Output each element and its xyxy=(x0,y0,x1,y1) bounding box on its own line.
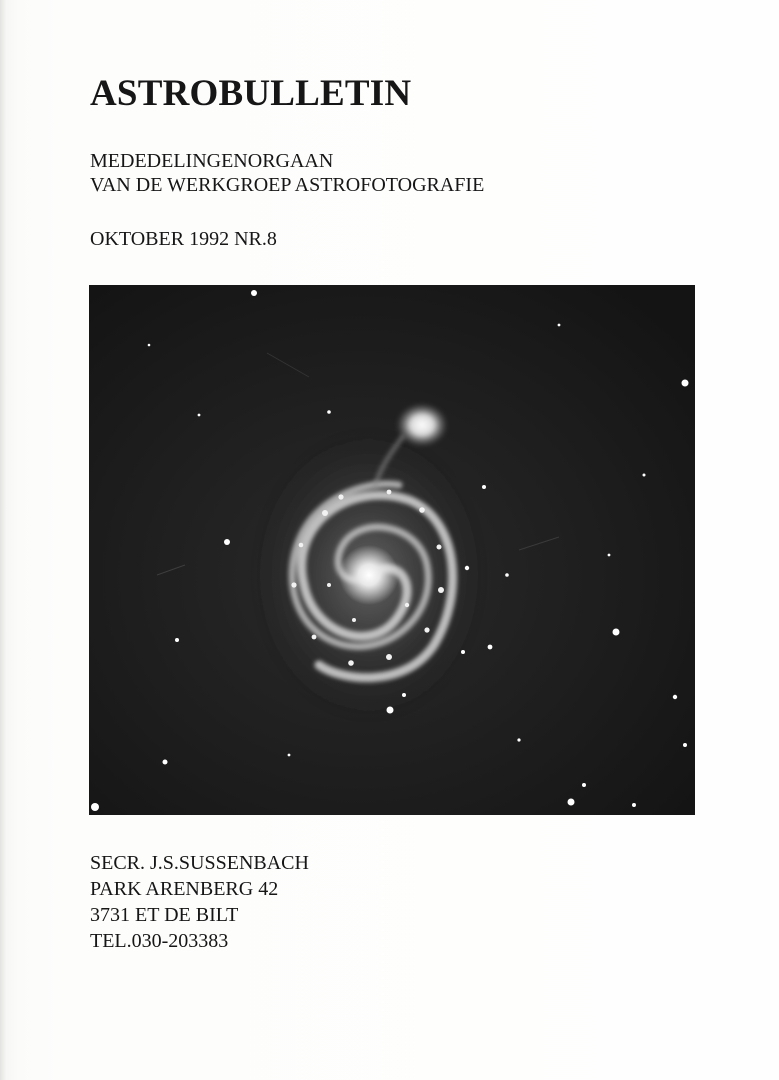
page-title: ASTROBULLETIN xyxy=(90,73,412,114)
address-name: SECR. J.S.SUSSENBACH xyxy=(90,852,309,874)
address-street: PARK ARENBERG 42 xyxy=(90,878,279,900)
galaxy-photo xyxy=(89,285,695,815)
subtitle-line-2: VAN DE WERKGROEP ASTROFOTOGRAFIE xyxy=(90,174,485,196)
issue-date: OKTOBER 1992 NR.8 xyxy=(90,228,277,250)
address-city: 3731 ET DE BILT xyxy=(90,904,239,926)
subtitle-line-1: MEDEDELINGENORGAAN xyxy=(90,150,334,172)
page-edge xyxy=(0,0,6,1080)
secretariat-address xyxy=(90,850,309,954)
address-phone: TEL.030-203383 xyxy=(90,930,229,952)
spiral-galaxy-image xyxy=(89,285,695,815)
